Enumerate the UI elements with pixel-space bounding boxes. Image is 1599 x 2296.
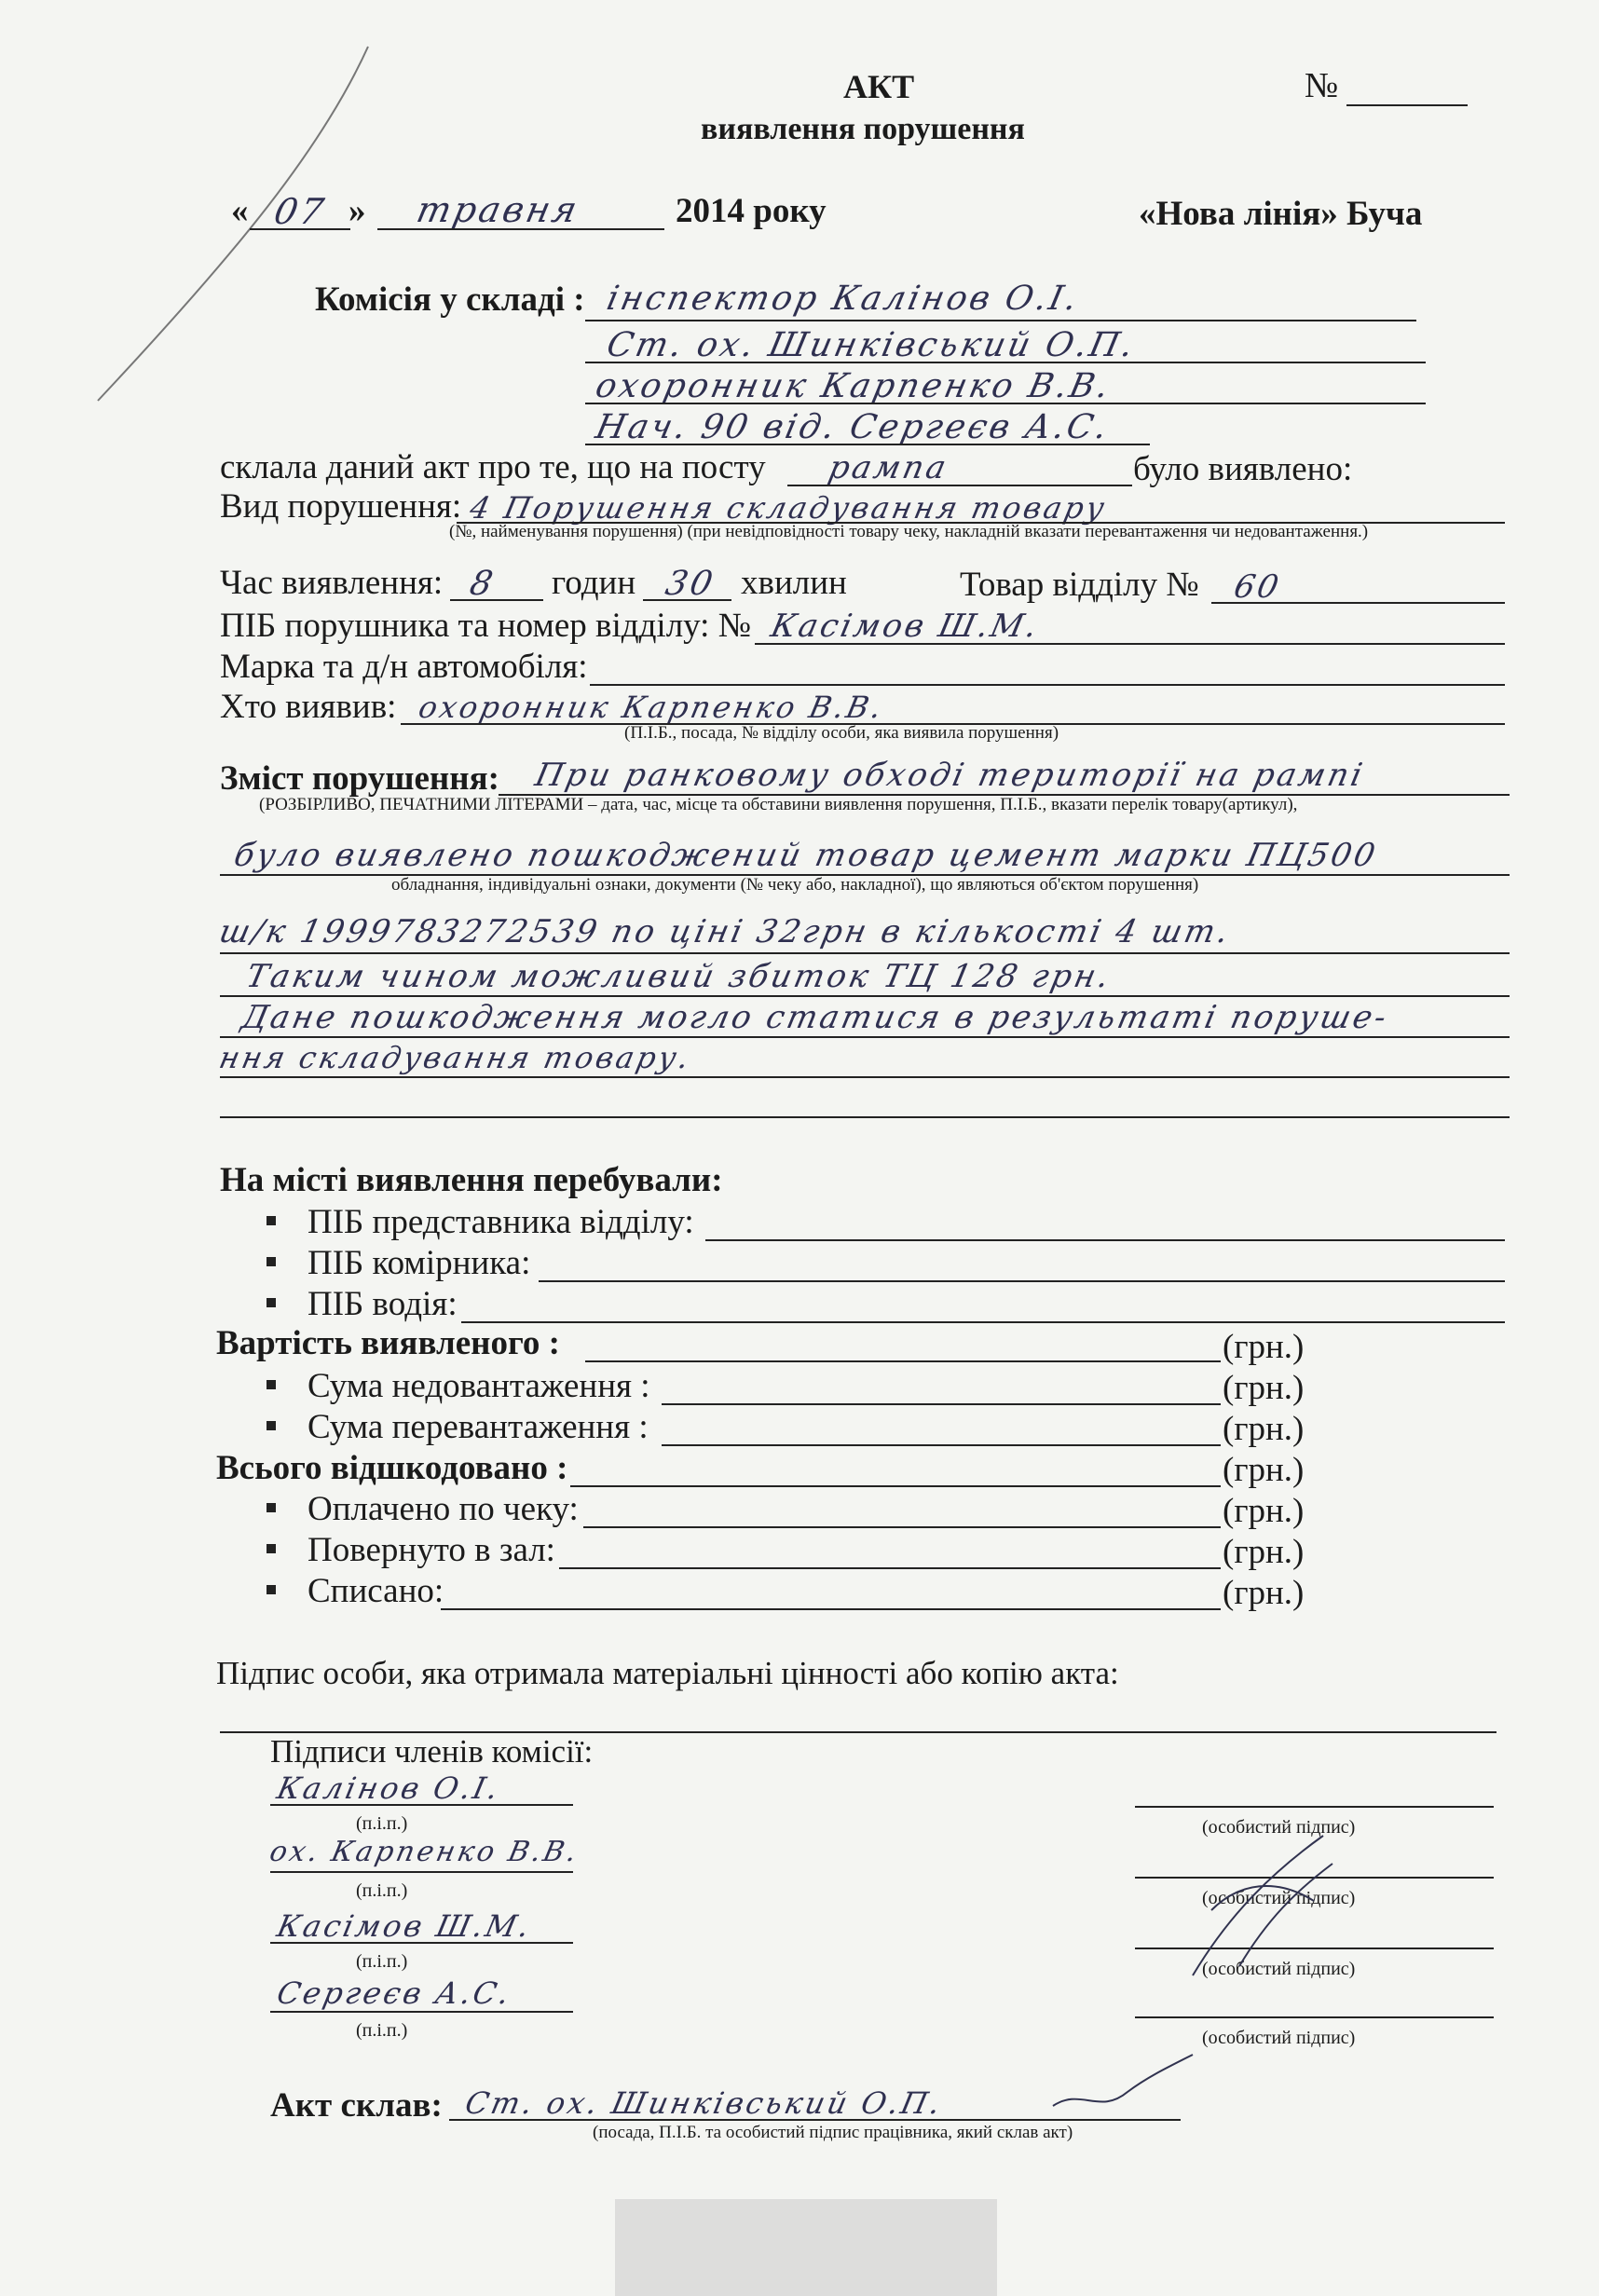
member-name-field-3[interactable]: [270, 1942, 573, 1944]
post-field[interactable]: [787, 485, 1132, 486]
content-note-1: (РОЗБІРЛИВО, ПЕЧАТНИМИ ЛІТЕРАМИ – дата, час, місце та обставини виявлення порушення, П.І.Б., вказати перелік товару(артикул),: [259, 795, 1298, 814]
underload-label: Сума недовантаження :: [308, 1367, 650, 1405]
date-open-quote: «: [231, 192, 249, 230]
commission-member-3: охоронник Карпенко В.В.: [592, 367, 1115, 405]
presence-field-2[interactable]: [539, 1280, 1505, 1282]
content-label: Зміст порушення:: [220, 759, 499, 798]
hours-label: годин: [552, 564, 636, 602]
personal-signature-field-4[interactable]: [1135, 2016, 1494, 2018]
detected-by-value: охоронник Карпенко В.В.: [415, 690, 888, 725]
organization-name: «Нова лінія» Буча: [1139, 195, 1423, 233]
overload-unit: (грн.): [1223, 1410, 1305, 1448]
bullet-icon: [266, 1298, 276, 1307]
member-name-field-4[interactable]: [270, 2011, 573, 2013]
composed-note: (посада, П.І.Б. та особистий підпис працівника, який склав акт): [593, 2123, 1073, 2142]
presence-item-1: ПІБ представника відділу:: [308, 1203, 694, 1241]
date-month-field[interactable]: [377, 228, 664, 230]
content-line-6: ння складування товару.: [215, 1040, 695, 1075]
compensated-label: Всього відшкодовано :: [216, 1449, 568, 1487]
commission-member-2: Ст. ох. Шинківський О.П.: [603, 326, 1140, 364]
presence-item-2: ПІБ комірника:: [308, 1244, 531, 1282]
personal-signature-field-1[interactable]: [1135, 1806, 1494, 1808]
written-off-label: Списано:: [308, 1572, 444, 1610]
violation-type-label: Вид порушення:: [220, 487, 462, 526]
bullet-icon: [266, 1503, 276, 1512]
bullet-icon: [266, 1216, 276, 1225]
detected-cost-label: Вартість виявленого :: [216, 1324, 560, 1362]
bullet-icon: [266, 1421, 276, 1430]
post-text: склала даний акт про те, що на посту: [220, 448, 766, 486]
doc-title: АКТ: [843, 68, 915, 105]
commission-line-2[interactable]: [585, 362, 1426, 363]
overload-label: Сума перевантаження :: [308, 1408, 649, 1446]
commission-member-4: Нач. 90 від. Сергеєв А.С.: [592, 408, 1114, 446]
time-hours: 8: [466, 565, 499, 603]
detected-by-label: Хто виявив:: [220, 688, 397, 726]
overload-field[interactable]: [662, 1444, 1221, 1446]
member-name-3: Касімов Ш.М.: [273, 1908, 536, 1944]
content-note-2: обладнання, індивідуальні ознаки, документи (№ чеку або, накладної), що являються об'єктом порушення): [391, 875, 1199, 895]
member-name-field-1[interactable]: [270, 1804, 573, 1806]
compensated-unit: (грн.): [1223, 1451, 1305, 1489]
composed-label: Акт склав:: [270, 2086, 443, 2125]
content-line-1: При ранковому обході території на рампі: [531, 757, 1369, 794]
member-name-field-2[interactable]: [270, 1871, 573, 1873]
member-name-4: Сергеєв А.С.: [273, 1975, 515, 2011]
paid-field[interactable]: [583, 1526, 1221, 1528]
content-line-5: Дане пошкодження могло статися в результаті порушe-: [238, 999, 1393, 1036]
dept-value: 60: [1230, 568, 1285, 606]
post-value: рампа: [825, 449, 952, 486]
personal-note-2: (особистий підпис): [1202, 1888, 1356, 1908]
commission-member-1: інспектор Калінов О.І.: [603, 280, 1084, 318]
violation-type-note: (№, найменування порушення) (при невідповідності товару чеку, накладній вказати перевантаження чи недовантаження.): [449, 522, 1369, 541]
presence-label: На місті виявлення перебували:: [220, 1161, 723, 1199]
bullet-icon: [266, 1585, 276, 1594]
detected-by-note: (П.І.Б., посада, № відділу особи, яка виявила порушення): [624, 723, 1059, 743]
scan-artifact: [615, 2199, 997, 2296]
violator-label: ПІБ порушника та номер відділу: №: [220, 607, 751, 645]
number-field[interactable]: [1346, 104, 1468, 106]
presence-field-1[interactable]: [705, 1239, 1505, 1241]
minutes-label: хвилин: [741, 564, 847, 602]
content-field-6[interactable]: [220, 1076, 1510, 1078]
written-off-field[interactable]: [441, 1608, 1221, 1610]
member-name-2: ох. Карпенко В.В.: [266, 1836, 582, 1868]
dept-label: Товар відділу №: [960, 566, 1199, 604]
time-hours-field[interactable]: [450, 599, 543, 601]
bullet-icon: [266, 1544, 276, 1553]
bullet-icon: [266, 1257, 276, 1266]
compensated-field[interactable]: [570, 1485, 1221, 1487]
commission-line-3[interactable]: [585, 403, 1426, 404]
car-field[interactable]: [590, 684, 1505, 686]
violator-field[interactable]: [755, 643, 1505, 645]
date-close-quote: »: [348, 192, 366, 230]
content-field-7[interactable]: [220, 1116, 1510, 1118]
commission-label: Комісія у складі :: [315, 280, 585, 319]
content-line-2: було виявлено пошкоджений товар цемент марки ПЦ500: [230, 837, 1382, 874]
composer-signature-scribble: [1044, 2050, 1202, 2125]
content-line-3: ш/к 1999783272539 по ціні 32грн в кількості 4 шт.: [215, 913, 1235, 950]
personal-note-1: (особистий підпис): [1202, 1817, 1356, 1838]
pip-note-2: (п.і.п.): [356, 1880, 408, 1901]
members-label: Підписи членів комісії:: [270, 1733, 594, 1770]
detected-cost-field[interactable]: [585, 1360, 1221, 1362]
pip-note-4: (п.і.п.): [356, 2020, 408, 2041]
violator-value: Касімов Ш.М.: [767, 608, 1044, 645]
doc-subtitle: виявлення порушення: [701, 112, 1025, 146]
presence-item-3: ПІБ водія:: [308, 1285, 458, 1323]
paid-unit: (грн.): [1223, 1492, 1305, 1530]
pip-note-1: (п.і.п.): [356, 1813, 408, 1834]
content-field-5[interactable]: [220, 1036, 1510, 1038]
dept-field[interactable]: [1211, 602, 1505, 604]
returned-unit: (грн.): [1223, 1533, 1305, 1571]
found-text: було виявлено:: [1133, 450, 1353, 488]
content-field-4[interactable]: [220, 995, 1510, 997]
date-year: 2014 року: [676, 192, 827, 230]
returned-field[interactable]: [559, 1567, 1221, 1569]
written-off-unit: (грн.): [1223, 1574, 1305, 1612]
composed-value: Ст. ох. Шинківський О.П.: [461, 2085, 947, 2121]
receiver-label: Підпис особи, яка отримала матеріальні цінності або копію акта:: [216, 1655, 1119, 1691]
number-label: №: [1305, 66, 1339, 105]
personal-note-4: (особистий підпис): [1202, 2028, 1356, 2048]
signature-scribble: [1183, 1826, 1342, 1985]
date-day-field[interactable]: [250, 228, 350, 230]
car-label: Марка та д/н автомобіля:: [220, 648, 588, 686]
time-label: Час виявлення:: [220, 564, 444, 602]
detected-cost-unit: (грн.): [1223, 1328, 1305, 1366]
date-day: 07: [270, 191, 331, 232]
commission-line-4[interactable]: [585, 444, 1150, 445]
presence-field-3[interactable]: [461, 1321, 1505, 1323]
personal-note-3: (особистий підпис): [1202, 1959, 1356, 1979]
returned-label: Повернуто в зал:: [308, 1531, 555, 1569]
violation-type-value: 4 Порушення складування товару: [466, 490, 1111, 526]
underload-unit: (грн.): [1223, 1369, 1305, 1407]
content-field-3[interactable]: [220, 952, 1510, 954]
bullet-icon: [266, 1380, 276, 1389]
commission-line-1[interactable]: [585, 320, 1416, 321]
content-line-4: Таким чином можливий збиток ТЦ 128 грн.: [242, 958, 1115, 995]
paid-label: Оплачено по чеку:: [308, 1490, 579, 1528]
member-name-1: Калінов О.І.: [273, 1770, 504, 1806]
time-minutes-field[interactable]: [643, 599, 731, 601]
underload-field[interactable]: [662, 1403, 1221, 1405]
time-minutes: 30: [662, 565, 719, 603]
pip-note-3: (п.і.п.): [356, 1951, 408, 1972]
date-month: травня: [413, 189, 584, 230]
